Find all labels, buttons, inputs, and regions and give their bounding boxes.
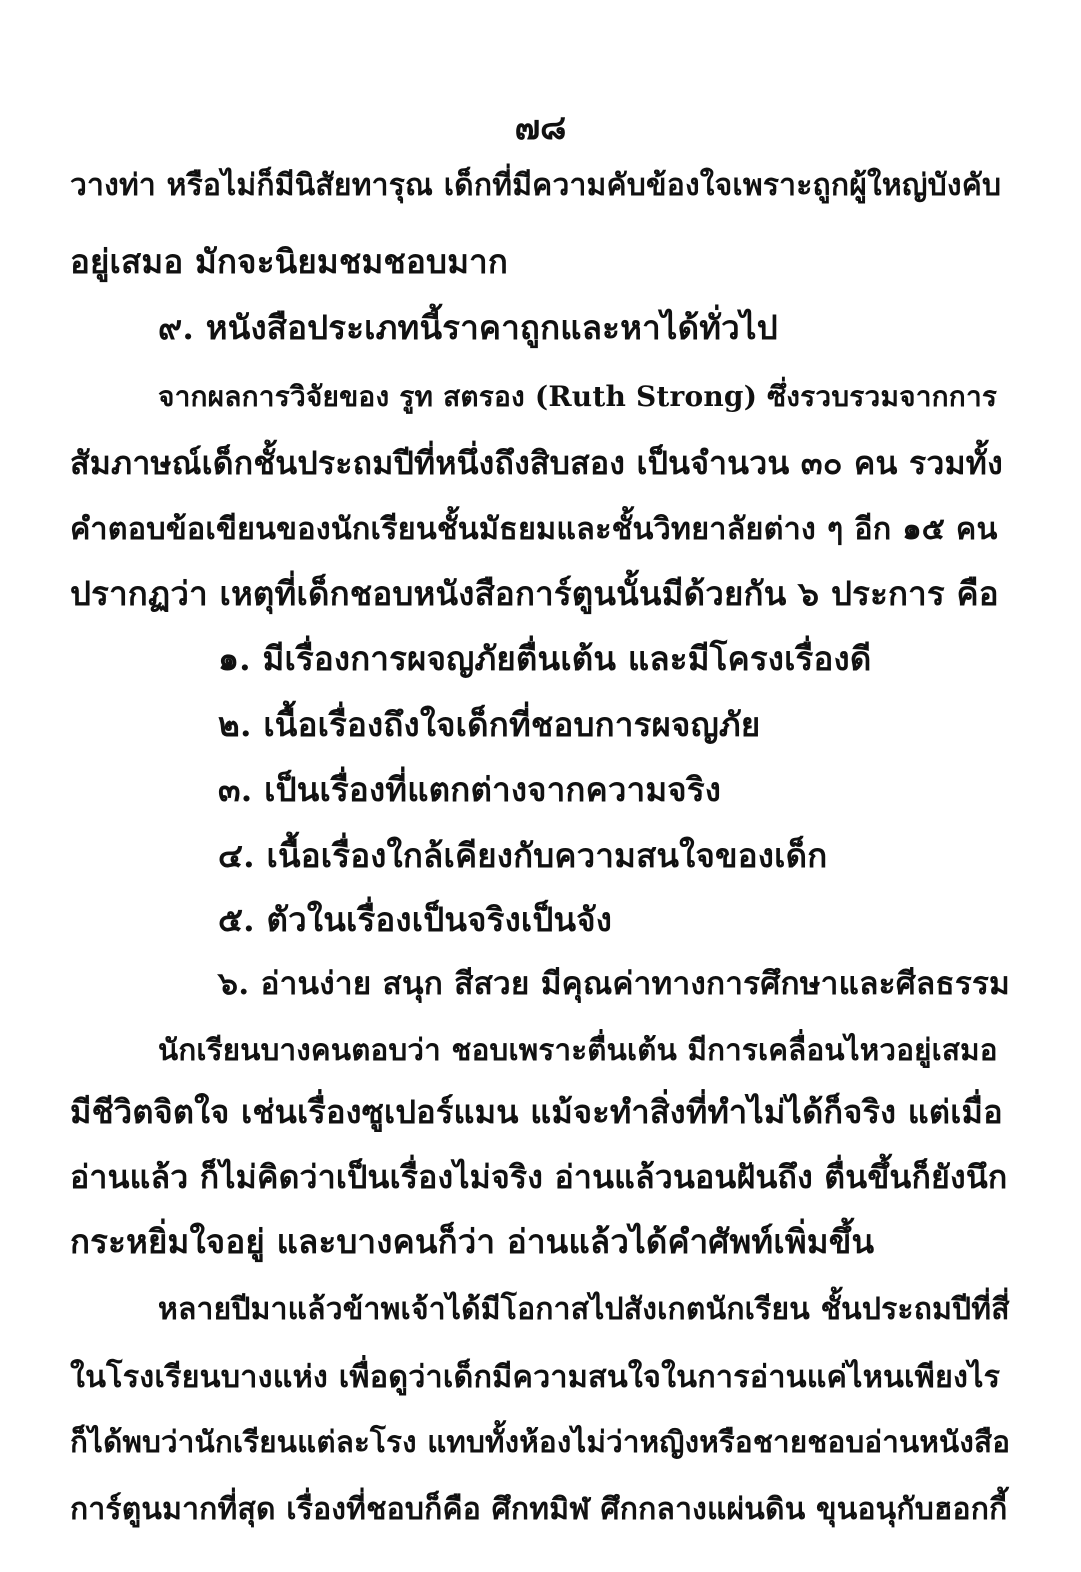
text-line: ในโรงเรียนบางแห่ง เพื่อดูว่าเด็กมีความสนใจในการอ่านแค่ไหนเพียงไร [70,1359,1001,1395]
list-item: ๕. ตัวในเรื่องเป็นจริงเป็นจัง [218,900,613,939]
list-item: ๒. เนื้อเรื่องถึงใจเด็กที่ชอบการผจญภัย [218,705,761,744]
text-line: การ์ตูนมากที่สุด เรื่องที่ชอบก็คือ ศึกทมิฬ ศึกกลางแผ่นดิน ขุนอนุกับฮอกกี้ [70,1492,1008,1527]
text-line: คำตอบข้อเขียนของนักเรียนชั้นมัธยมและชั้นวิทยาลัยต่าง ๆ อีก ๑๕ คน [70,511,998,547]
list-item: ๓. เป็นเรื่องที่แตกต่างจากความจริง [218,770,722,809]
text-line: หลายปีมาแล้วข้าพเจ้าได้มีโอกาสไปสังเกตนักเรียน ชั้นประถมปีที่สี่ [158,1292,1010,1327]
text-line: อ่านแล้ว ก็ไม่คิดว่าเป็นเรื่องไม่จริง อ่านแล้วนอนฝันถึง ตื่นขึ้นก็ยังนึก [70,1158,1008,1196]
list-item: ๑. มีเรื่องการผจญภัยตื่นเต้น และมีโครงเรื่องดี [218,639,872,678]
text-line: นักเรียนบางคนตอบว่า ชอบเพราะตื่นเต้น มีการเคลื่อนไหวอยู่เสมอ [158,1032,998,1067]
list-item: ๔. เนื้อเรื่องใกล้เคียงกับความสนใจของเด็ก [218,836,828,875]
text-line: วางท่า หรือไม่ก็มีนิสัยทารุณ เด็กที่มีความคับข้องใจเพราะถูกผู้ใหญ่บังคับ [70,168,1002,203]
text-line: สัมภาษณ์เด็กชั้นประถมปีที่หนึ่งถึงสิบสอง เป็นจำนวน ๓๐ คน รวมทั้ง [70,444,1003,482]
text-line: ก็ได้พบว่านักเรียนแต่ละโรง แทบทั้งห้องไม่ว่าหญิงหรือชายชอบอ่านหนังสือ [70,1424,1011,1459]
text-line: มีชีวิตจิตใจ เช่นเรื่องซูเปอร์แมน แม้จะทำสิ่งที่ทำไม่ได้ก็จริง แต่เมื่อ [70,1092,1003,1131]
text-line: อยู่เสมอ มักจะนิยมชมชอบมาก [70,242,509,281]
list-item: ๖. อ่านง่าย สนุก สีสวย มีคุณค่าทางการศึกษาและศีลธรรม [218,965,1011,1002]
text-line: จากผลการวิจัยของ รูท สตรอง (Ruth Strong) ซึ่งรวบรวมจากการ [158,380,998,413]
text-line: ปรากฏว่า เหตุที่เด็กชอบหนังสือการ์ตูนนั้นมีด้วยกัน ๖ ประการ คือ [70,574,999,613]
text-line: กระหยิ่มใจอยู่ และบางคนก็ว่า อ่านแล้วได้คำศัพท์เพิ่มขึ้น [70,1222,875,1261]
section-heading: ๙. หนังสือประเภทนี้ราคาถูกและหาได้ทั่วไป [158,308,778,347]
page-number: ๗๘ [514,108,567,148]
